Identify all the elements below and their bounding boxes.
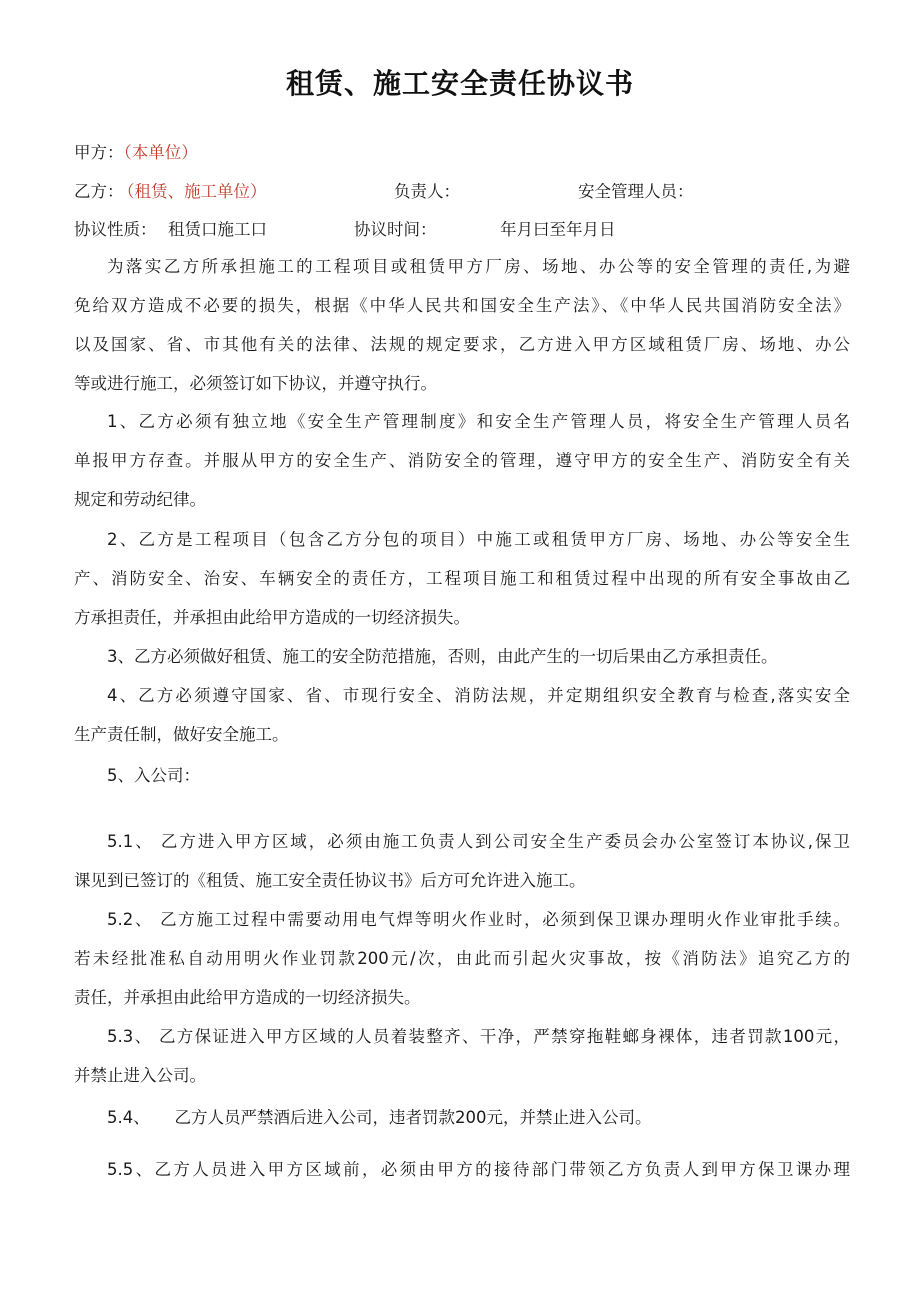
paragraph-line: 以及国家、省、市其他有关的法律、法规的规定要求，乙方进入甲方区域租赁厂房、场地、办公 bbox=[74, 335, 850, 354]
party-a-line bbox=[74, 139, 198, 163]
clause-5-1 bbox=[74, 822, 850, 900]
paragraph-line: 5、入公司： bbox=[107, 766, 200, 785]
party-b-label: 乙方： bbox=[74, 182, 124, 201]
paragraph-line: 5.4、 乙方人员严禁酒后进入公司，违者罚款200元，并禁止进入公司。 bbox=[107, 1108, 652, 1127]
party-b-value: （租赁、施工单位） bbox=[118, 182, 267, 201]
party-b-line bbox=[74, 178, 854, 202]
clause-5 bbox=[74, 756, 850, 795]
paragraph-line: 1、乙方必须有独立地《安全生产管理制度》和安全生产管理人员，将安全生产管理人员名 bbox=[107, 412, 850, 431]
document-title: 租赁、施工安全责任协议书 bbox=[285, 67, 634, 100]
paragraph-line: 并禁止进入公司。 bbox=[74, 1066, 206, 1085]
paragraph-line: 责任，并承担由此给甲方造成的一切经济损失。 bbox=[74, 988, 421, 1007]
paragraph-line: 等或进行施工，必须签订如下协议，并遵守执行。 bbox=[74, 374, 437, 393]
clause-5-5 bbox=[74, 1150, 850, 1189]
clause-5-3 bbox=[74, 1017, 850, 1095]
paragraph-line: 免给双方造成不必要的损失，根据《中华人民共和国安全生产法》、《中华人民共国消防安全法》 bbox=[74, 296, 850, 315]
paragraph-line: 3、乙方必须做好租赁、施工的安全防范措施，否则，由此产生的一切后果由乙方承担责任。 bbox=[107, 647, 778, 666]
paragraph-line: 4、乙方必须遵守国家、省、市现行安全、消防法规，并定期组织安全教育与检查,落实安全 bbox=[107, 686, 850, 705]
agreement-nature-label: 协议性质： bbox=[74, 220, 157, 239]
paragraph-line: 课见到已签订的《租赁、施工安全责任协议书》后方可允许进入施工。 bbox=[74, 871, 586, 890]
agreement-nature-line bbox=[74, 216, 854, 240]
clause-2 bbox=[74, 520, 850, 637]
paragraph-line: 2、乙方是工程项目（包含乙方分包的项目）中施工或租赁甲方厂房、场地、办公等安全生 bbox=[107, 530, 850, 549]
agreement-nature-value: 租赁口施工口 bbox=[168, 220, 267, 239]
paragraph-line: 5.2、 乙方施工过程中需要动用电气焊等明火作业时，必须到保卫课办理明火作业审批手续。 bbox=[107, 910, 850, 929]
paragraph-line: 5.5、乙方人员进入甲方区域前，必须由甲方的接待部门带领乙方负责人到甲方保卫课办理 bbox=[107, 1160, 850, 1179]
paragraph-line: 为落实乙方所承担施工的工程项目或租赁甲方厂房、场地、办公等的安全管理的责任,为避 bbox=[107, 257, 850, 276]
paragraph-line: 若未经批准私自动用明火作业罚款200元/次，由此而引起火灾事故，按《消防法》追究乙方的 bbox=[74, 949, 850, 968]
paragraph-line: 单报甲方存查。并服从甲方的安全生产、消防安全的管理，遵守甲方的安全生产、消防安全有关 bbox=[74, 451, 850, 470]
paragraph-line: 5.3、 乙方保证进入甲方区域的人员着装整齐、干净，严禁穿拖鞋螂身裸体，违者罚款100元， bbox=[107, 1027, 850, 1046]
paragraph-line: 5.1、 乙方进入甲方区域，必须由施工负责人到公司安全生产委员会办公室签订本协议,保卫 bbox=[107, 832, 850, 851]
party-a-value: （本单位） bbox=[123, 143, 198, 162]
agreement-time-label: 协议时间： bbox=[354, 220, 437, 239]
party-a-label: 甲方： bbox=[74, 143, 124, 162]
intro-paragraph bbox=[74, 247, 850, 403]
safety-manager-label: 安全管理人员： bbox=[578, 182, 694, 201]
clause-5-4 bbox=[74, 1098, 850, 1137]
clause-5-2 bbox=[74, 900, 850, 1017]
agreement-time-value: 年月曰至年月日 bbox=[500, 220, 616, 239]
clause-3 bbox=[74, 637, 850, 676]
paragraph-line: 生产责任制，做好安全施工。 bbox=[74, 725, 289, 744]
clause-4 bbox=[74, 676, 850, 754]
clause-1 bbox=[74, 402, 850, 519]
paragraph-line: 方承担责任，并承担由此给甲方造成的一切经济损失。 bbox=[74, 608, 470, 627]
responsible-person-label: 负责人： bbox=[394, 182, 460, 201]
paragraph-line: 规定和劳动纪律。 bbox=[74, 490, 206, 509]
paragraph-line: 产、消防安全、治安、车辆安全的责任方，工程项目施工和租赁过程中出现的所有安全事故由乙 bbox=[74, 569, 850, 588]
